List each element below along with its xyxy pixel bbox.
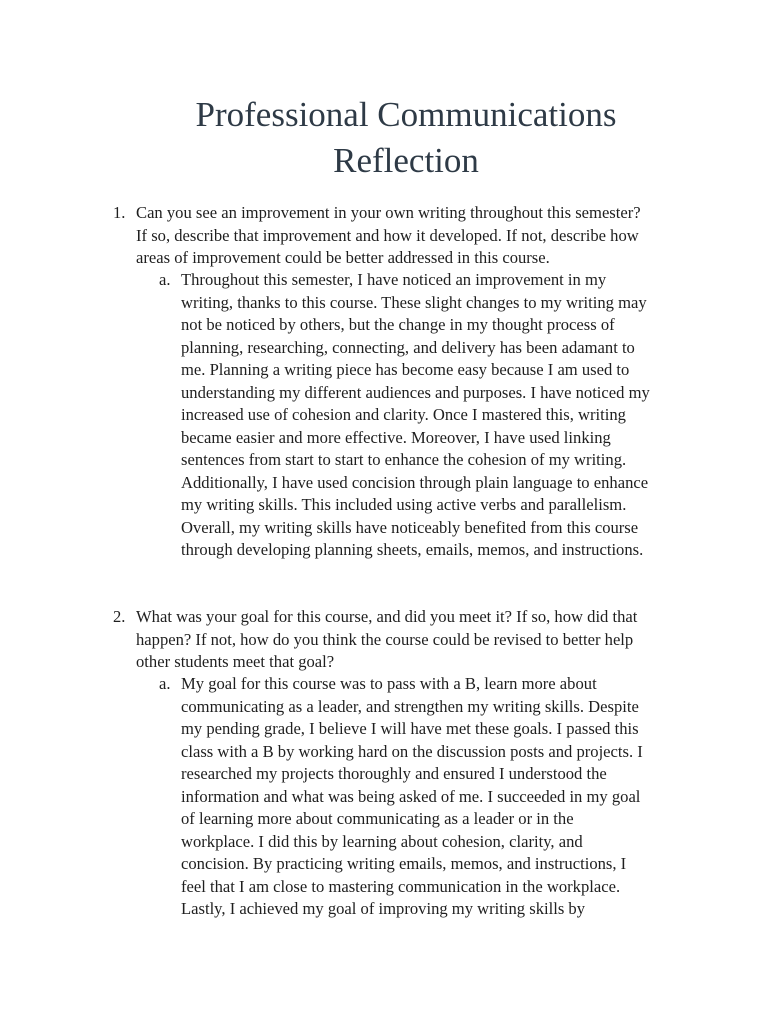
- answer-line: my writing skills. This included using active verbs and parallelism.: [181, 495, 627, 514]
- question-line: What was your goal for this course, and did you meet it? If so, how did that: [136, 607, 638, 626]
- question-2: [113, 606, 693, 674]
- answer-letter: a.: [159, 674, 171, 693]
- answer-line: not be noticed by others, but the change in my thought process of: [181, 315, 615, 334]
- question-line: areas of improvement could be better addressed in this course.: [136, 248, 550, 267]
- answer-line: researched my projects thoroughly and ensured I understood the: [181, 764, 607, 783]
- answer-line: through developing planning sheets, emails, memos, and instructions.: [181, 540, 644, 559]
- answer-line: information and what was being asked of me. I succeeded in my goal: [181, 786, 641, 806]
- document-title-line-2: Reflection: [333, 141, 479, 180]
- answer-line: understanding my different audiences and purposes. I have noticed my: [181, 382, 650, 402]
- answer-line: increased use of cohesion and clarity. Once I mastered this, writing: [181, 405, 626, 424]
- question-line: other students meet that goal?: [136, 652, 335, 671]
- answer-line: workplace. I did this by learning about cohesion, clarity, and: [181, 831, 583, 851]
- question-text: [136, 202, 693, 270]
- question-number: 1.: [113, 203, 126, 222]
- answer-line: writing, thanks to this course. These slight changes to my writing may: [181, 292, 647, 312]
- question-text: [136, 606, 693, 674]
- answer-line: Additionally, I have used concision through plain language to enhance: [181, 472, 649, 492]
- question-number: 2.: [113, 607, 126, 626]
- answer-line: communicating as a leader, and strengthen my writing skills. Despite: [181, 696, 639, 716]
- question-line: happen? If not, how do you think the course could be revised to better help: [136, 629, 634, 649]
- answer-line: Throughout this semester, I have noticed an improvement in my: [181, 270, 607, 289]
- answer-line: planning, researching, connecting, and delivery has been adamant to: [181, 337, 635, 357]
- answer-line: Lastly, I achieved my goal of improving my writing skills by: [181, 899, 586, 918]
- answer-line: sentences from start to start to enhance the cohesion of my writing.: [181, 450, 627, 469]
- answer-line: became easier and more effective. Moreover, I have used linking: [181, 427, 611, 447]
- answer-line: class with a B by working hard on the discussion posts and projects. I: [181, 741, 643, 761]
- answer-line: feel that I am close to mastering communication in the workplace.: [181, 876, 621, 896]
- question-line: If so, describe that improvement and how it developed. If not, describe how: [136, 225, 639, 245]
- answer-line: Overall, my writing skills have noticeably benefited from this course: [181, 517, 639, 537]
- answer-line: concision. By practicing writing emails, memos, and instructions, I: [181, 854, 627, 873]
- answer-line: of learning more about communicating as a leader or in the: [181, 809, 574, 828]
- answer-line: My goal for this course was to pass with a B, learn more about: [181, 674, 597, 693]
- answer-text: [181, 673, 684, 921]
- answer-line: me. Planning a writing piece has become easy because I am used to: [181, 360, 630, 379]
- answer-1: [159, 269, 684, 562]
- question-1: [113, 202, 693, 270]
- answer-letter: a.: [159, 270, 171, 289]
- answer-line: my pending grade, I believe I will have met these goals. I passed this: [181, 719, 639, 738]
- question-line: Can you see an improvement in your own writing throughout this semester?: [136, 203, 641, 222]
- answer-2: [159, 673, 684, 921]
- document-title-line-1: Professional Communications: [195, 95, 617, 134]
- answer-text: [181, 269, 684, 562]
